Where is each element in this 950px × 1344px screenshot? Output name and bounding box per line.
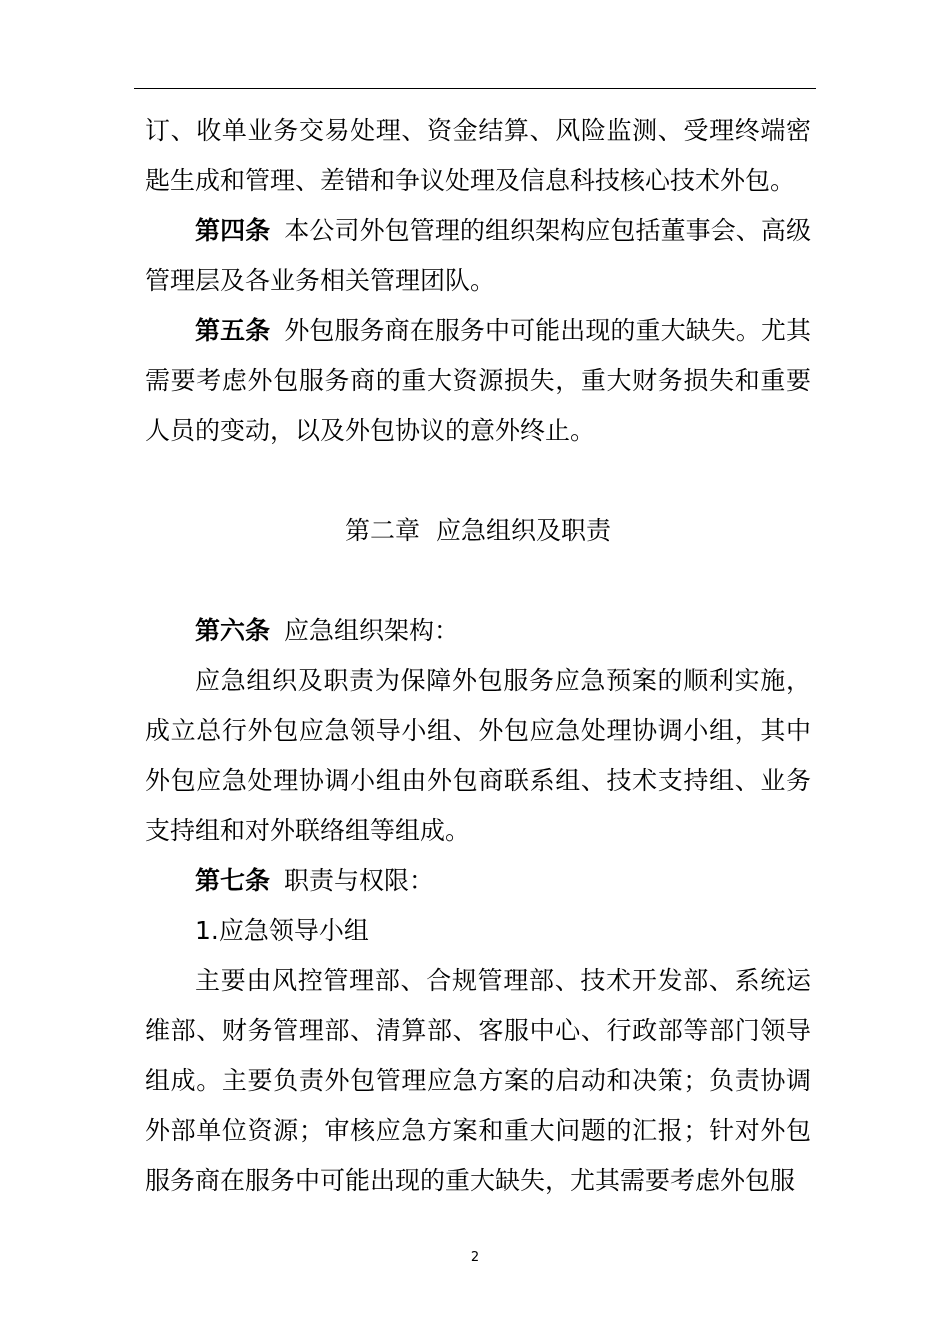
article-label: 第五条	[195, 316, 271, 345]
article-7	[145, 856, 811, 906]
article-text: 外包服务商在服务中可能出现的重大缺失。尤其需要考虑外包服务商的重大资源损失，重大财务损失和重要人员的变动，以及外包协议的意外终止。	[145, 316, 811, 445]
article-text: 职责与权限：	[284, 866, 435, 895]
article-4	[145, 206, 811, 306]
header-rule	[134, 88, 816, 89]
article-6	[145, 606, 811, 656]
article-6-body: 应急组织及职责为保障外包服务应急预案的顺利实施，成立总行外包应急领导小组、外包应急处理协调小组，其中外包应急处理协调小组由外包商联系组、技术支持组、业务支持组和对外联络组等组成。	[145, 666, 811, 845]
article-5	[145, 306, 811, 456]
article-text: 本公司外包管理的组织架构应包括董事会、高级管理层及各业务相关管理团队。	[145, 216, 811, 295]
article-label: 第七条	[195, 866, 271, 895]
paragraph-text: 订、收单业务交易处理、资金结算、风险监测、受理终端密匙生成和管理、差错和争议处理及信息科技核心技术外包。	[145, 116, 811, 195]
article-label: 第六条	[195, 616, 271, 645]
article-text: 应急组织架构：	[284, 616, 460, 645]
chapter-heading: 第二章 应急组织及职责	[345, 516, 611, 545]
article-label: 第四条	[195, 216, 271, 245]
document-body	[145, 106, 811, 1206]
paragraph-continued	[145, 106, 811, 206]
item-1-heading: 1.应急领导小组	[195, 916, 369, 945]
item-1-body: 主要由风控管理部、合规管理部、技术开发部、系统运维部、财务管理部、清算部、客服中心、行政部等部门领导组成。主要负责外包管理应急方案的启动和决策；负责协调外部单位资源；审核应急方案和重大问题的汇报；针对外包服务商在服务中可能出现的重大缺失，尤其需要考虑外包服	[145, 966, 811, 1195]
page-number: 2	[470, 1250, 480, 1265]
